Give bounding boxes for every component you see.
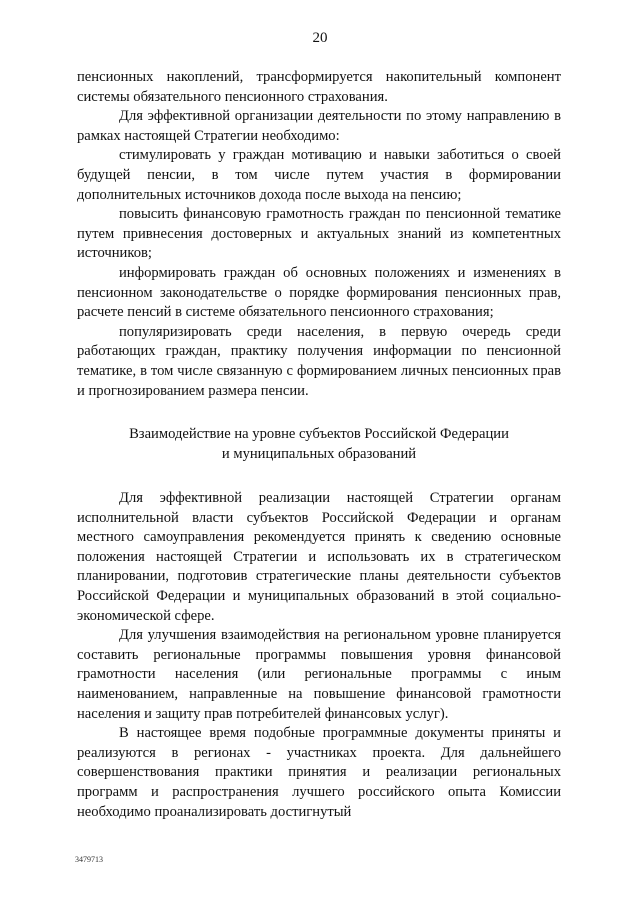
body-text — [77, 68, 561, 822]
list-item: информировать граждан об основных положениях и изменениях в пенсионном законодательстве о порядке формирования пенсионных прав, расчете пенсий в системе обязательного пенсионного страхования; — [77, 264, 561, 321]
list-item: стимулировать у граждан мотивацию и навыки заботиться о своей будущей пенсии, в том числе путем участия в формировании дополнительных источников дохода после выхода на пенсию; — [77, 147, 561, 203]
paragraph: Для улучшения взаимодействия на региональном уровне планируется составить региональные программы повышения уровня финансовой грамотности населения (или региональные программы с иным наименованием, направленные на повышение финансовой грамотности населения и защиту прав потребителей финансовых услуг). — [77, 627, 561, 722]
document-code: 3479713 — [75, 855, 103, 864]
page-number: 20 — [312, 30, 328, 46]
paragraph: Для эффективной реализации настоящей Стратегии органам исполнительной власти субъектов Российской Федерации и органам местного самоуправления рекомендуется принять к сведению основные положения настоящей Стратегии и использовать их в стратегическом планировании, подготовив стратегические планы деятельности субъектов Российской Федерации и муниципальных образований в этой социально-экономической сфере. — [77, 490, 561, 624]
section-heading — [77, 424, 561, 464]
list-item: повысить финансовую грамотность граждан по пенсионной тематике путем привнесения достоверных и актуальных знаний из компетентных источников; — [77, 206, 561, 262]
section-heading-line-2: и муниципальных образований — [221, 446, 417, 463]
paragraph: Для эффективной организации деятельности по этому направлению в рамках настоящей Стратегии необходимо: — [77, 108, 561, 144]
list-item: популяризировать среди населения, в первую очередь среди работающих граждан, практику получения информации по пенсионной тематике, в том числе связанную с формированием личных пенсионных прав и прогнозированием размера пенсии. — [77, 323, 561, 399]
paragraph: В настоящее время подобные программные документы приняты и реализуются в регионах - участниках проекта. Для дальнейшего совершенствования практики принятия и реализации региональных программ и распространения лучшего российского опыта Комиссии необходимо проанализировать достигнутый — [77, 725, 561, 820]
section-heading-line-1: Взаимодействие на уровне субъектов Российской Федерации — [129, 426, 509, 443]
paragraph-continuation: пенсионных накоплений, трансформируется накопительный компонент системы обязательного пенсионного страхования. — [77, 69, 561, 105]
